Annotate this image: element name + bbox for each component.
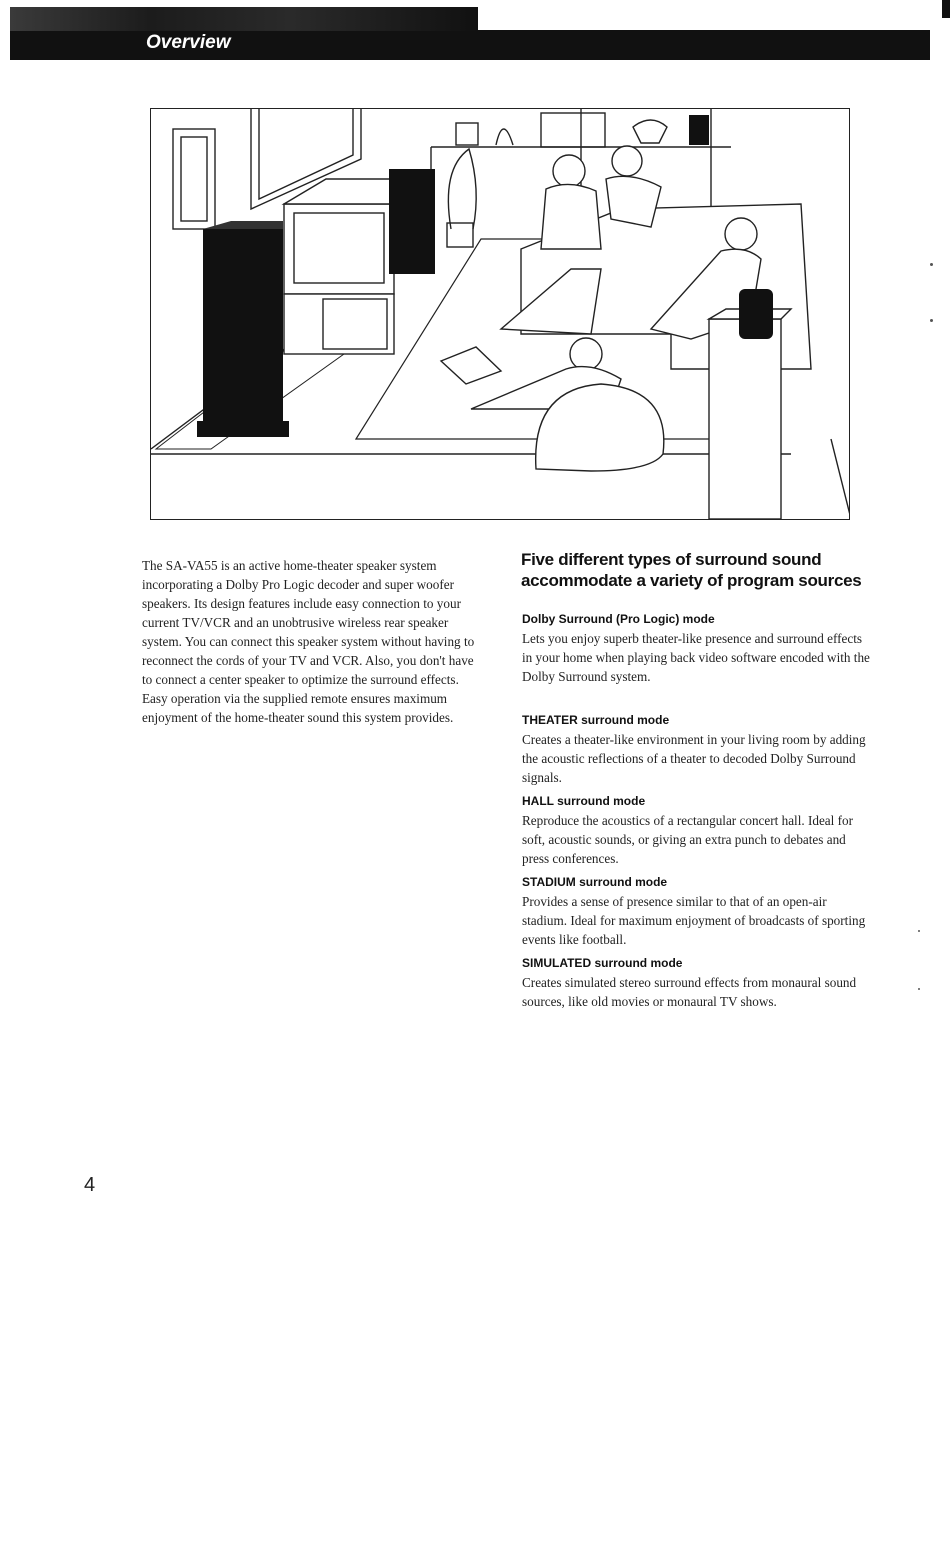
scan-speck (930, 319, 933, 322)
section-heading: Five different types of surround sound accommodate a variety of program sources (521, 550, 862, 590)
living-room-illustration (150, 108, 850, 520)
mode-title: SIMULATED surround mode (522, 956, 683, 970)
page-title: Overview (146, 32, 231, 53)
mode-description: Creates a theater-like environment in your living room by adding the acoustic reflections of a theater to decoded Dolby Surround signals. (522, 732, 866, 785)
mode-description: Creates simulated stereo surround effects from monaural sound sources, like old movies or monaural TV shows. (522, 975, 857, 1009)
mode-stadium (522, 874, 872, 949)
mode-title: HALL surround mode (522, 794, 646, 808)
mode-title: STADIUM surround mode (522, 875, 668, 889)
home-theater-illustration-icon (151, 109, 850, 520)
mode-theater (522, 712, 872, 787)
intro-paragraph: The SA-VA55 is an active home-theater speaker system incorporating a Dolby Pro Logic decoder and super woofer speakers. Its design features include easy connection to your current TV/VCR and an unobtrusive wireless rear speaker system. You can connect this speaker system without having to reconnect the cords of your TV and VCR. Also, you don't have to connect a center speaker to optimize the surround effects. Easy operation via the supplied remote ensures maximum enjoyment of the home-theater sound this system provides. (142, 558, 475, 725)
mode-title: THEATER surround mode (522, 713, 670, 727)
mode-hall (522, 793, 872, 868)
edge-mark (942, 0, 950, 18)
header-tab (10, 7, 478, 31)
page-number: 4 (84, 1174, 96, 1196)
mode-description: Lets you enjoy superb theater-like presence and surround effects in your home when playing back video software encoded with the Dolby Surround system. (522, 631, 870, 684)
mode-description: Provides a sense of presence similar to that of an open-air stadium. Ideal for maximum enjoyment of broadcasts of sporting events like football. (522, 894, 866, 947)
mode-title: Dolby Surround (Pro Logic) mode (522, 612, 715, 626)
scan-speck (918, 988, 920, 990)
mode-simulated (522, 955, 872, 1011)
mode-dolby-surround (522, 611, 872, 686)
mode-description: Reproduce the acoustics of a rectangular concert hall. Ideal for soft, acoustic sounds, or giving an extra punch to debates and press conferences. (522, 813, 853, 866)
scan-speck (930, 263, 933, 266)
scan-speck (918, 930, 920, 932)
